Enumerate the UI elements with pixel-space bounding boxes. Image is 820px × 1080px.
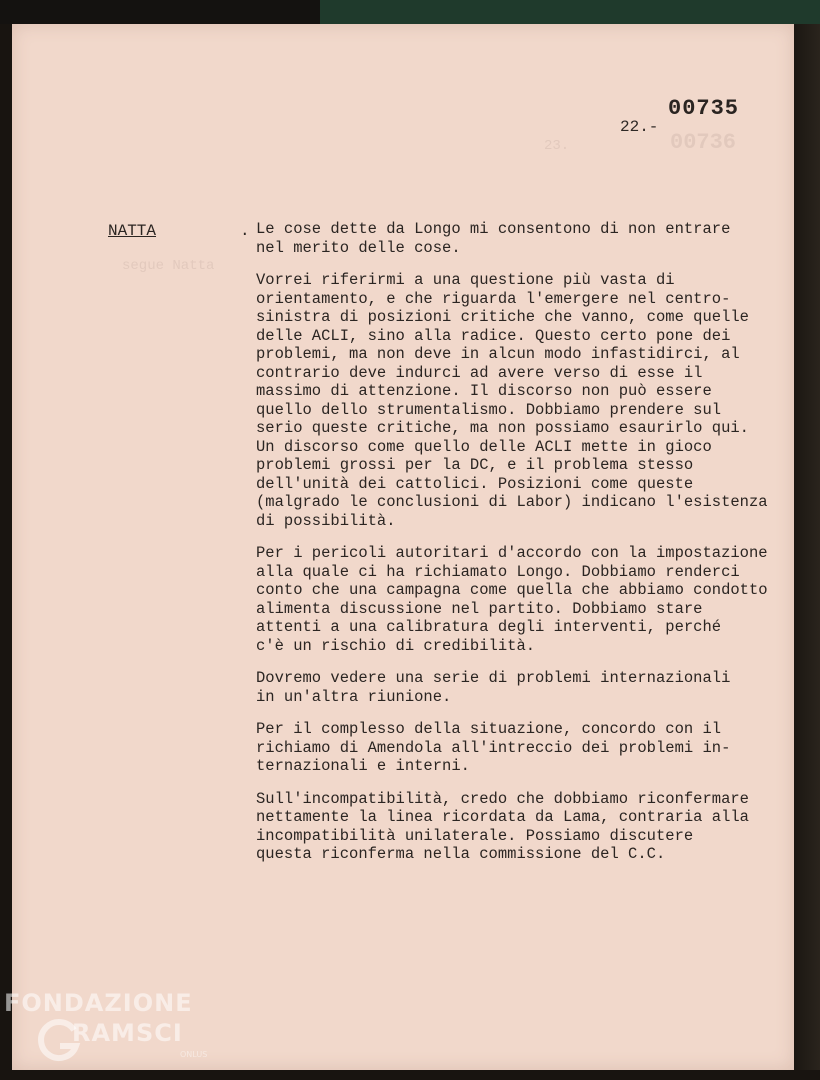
ghost-segue-text: segue Natta [122, 258, 215, 274]
page-right-edge [794, 24, 820, 1070]
paragraph: Vorrei riferirmi a una questione più vasta di orientamento, e che riguarda l'emergere nel centro- sinistra di posizioni critiche che vanno, come quelle delle ACLI, sino alla radice. Questo certo pone dei problemi, ma non deve in alcun modo infastidirci, al contrario deve indurci ad avere verso di esse il massimo di attenzione. Il discorso non può essere quello dello strumentalismo. Dobbiamo prendere sul serio queste critiche, ma non possiamo esaurirlo qui. Un discorso come quello delle ACLI mette in gioco problemi grossi per la DC, e il problema stesso dell'unità dei cattolici. Posizioni come queste (malgrado le conclusioni di Labor) indicano l'esistenza di possibilità. [256, 271, 768, 530]
paragraph: Per i pericoli autoritari d'accordo con la impostazione alla quale ci ha richiamato Longo. Dobbiamo renderci conto che una campagna come quella che abbiamo condotto alimenta discussione nel partito. Dobbiamo stare attenti a una calibratura degli interventi, perché c'è un rischio di credibilità. [256, 544, 768, 655]
gramsci-logo-icon [34, 1016, 82, 1064]
watermark-small: ONLUS [180, 1050, 208, 1059]
paragraph: Dovremo vedere una serie di problemi internazionali in un'altra riunione. [256, 669, 731, 706]
subpage-ghost: 23. [544, 138, 570, 154]
subpage-label: 22.- [620, 118, 659, 136]
speaker-bullet: . [240, 222, 250, 240]
watermark-line2: RAMSCI [72, 1019, 183, 1047]
paragraph: Le cose dette da Longo mi consentono di non entrare nel merito delle cose. [256, 220, 731, 257]
fondazione-gramsci-watermark [4, 988, 193, 1048]
watermark-line1: FONDAZIONE [4, 989, 193, 1017]
paragraph: Sull'incompatibilità, credo che dobbiamo riconfermare nettamente la linea ricordata da Lama, contraria alla incompatibilità unilaterale. Possiamo discutere questa riconferma nella commissione del C.C. [256, 789, 749, 863]
speaker-name: NATTA [108, 222, 157, 240]
page-number-ghost: 00736 [670, 130, 737, 155]
paragraph: Per il complesso della situazione, concordo con il richiamo di Amendola all'intreccio dei problemi in- ternazionali e interni. [256, 720, 731, 775]
page-number: 00735 [668, 96, 740, 121]
speech-body [256, 220, 786, 878]
